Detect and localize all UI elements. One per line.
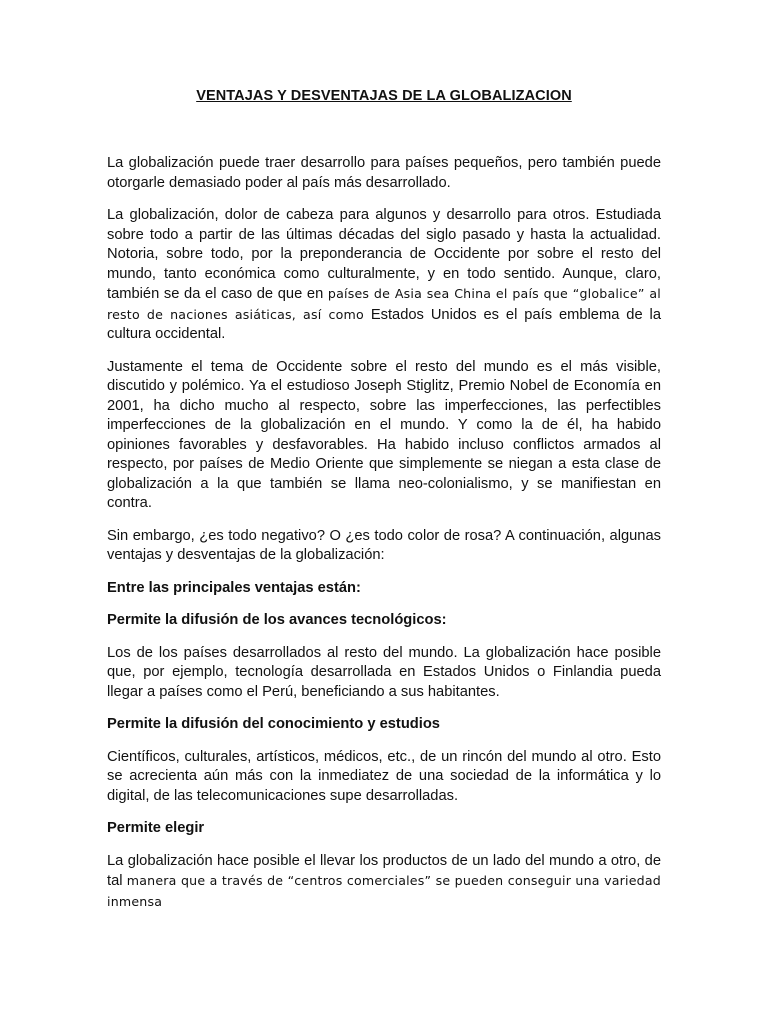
document-page	[107, 88, 661, 925]
context-paragraph-end: Estados Unidos es el país emblema de la cultura occidental.	[107, 306, 661, 342]
context-paragraph-asia-line: países de Asia sea China el país que “globalice” al resto de naciones asiáticas, así como	[107, 286, 661, 322]
section-heading-conocimiento: Permite la difusión del conocimiento y estudios	[107, 716, 440, 732]
occidente-paragraph: Justamente el tema de Occidente sobre el resto del mundo es el más visible, discutido y polémico. Ya el estudioso Joseph Stiglitz, Premio Nobel de Economía en 2001, ha dicho mucho al respecto, sobre las imperfecciones, las perfectibles imperfecciones de la globalización en el mundo. Y como la de él, ha habido opiniones favorables y desfavorables. Ha habido incluso conflictos armados al respecto, por países de Medio Oriente que simplemente se niegan a esta clase de globalización a la que también se llama neo-colonialismo, y se manifiestan en contra.	[107, 358, 661, 511]
intro-paragraph: La globalización puede traer desarrollo para países pequeños, pero también puede otorgarle demasiado poder al país más desarrollado.	[107, 155, 661, 191]
section-body-elegir-alt: manera que a través de “centros comerciales” se pueden conseguir una variedad inmensa	[107, 873, 661, 909]
section-body-tecnologia: Los de los países desarrollados al resto del mundo. La globalización hace posible que, por ejemplo, tecnología desarrollada en Estados Unidos o Finlandia pueda llegar a países como el Perú, beneficiando a sus habitantes.	[107, 644, 661, 700]
section-body-elegir	[107, 852, 661, 913]
question-paragraph: Sin embargo, ¿es todo negativo? O ¿es todo color de rosa? A continuación, algunas ventajas y desventajas de la globalización:	[107, 527, 661, 563]
document-title: VENTAJAS Y DESVENTAJAS DE LA GLOBALIZACION	[196, 88, 572, 104]
ventajas-heading: Entre las principales ventajas están:	[107, 579, 361, 596]
context-paragraph	[107, 206, 661, 345]
section-heading-elegir: Permite elegir	[107, 820, 205, 836]
section-heading-tecnologia: Permite la difusión de los avances tecnológicos:	[107, 612, 447, 628]
section-body-conocimiento: Científicos, culturales, artísticos, médicos, etc., de un rincón del mundo al otro. Esto se acrecienta aún más con la inmediatez de una sociedad de la informática y lo digital, de las telecomunicaciones supe desarrolladas.	[107, 748, 661, 804]
context-paragraph-text: La globalización, dolor de cabeza para algunos y desarrollo para otros. Estudiada sobre todo a partir de las últimas décadas del siglo pasado y hasta la actualidad. Notoria, sobre todo, por la preponderancia de Occidente por sobre el resto del mundo, tanto económica como culturalmente, y en todo sentido. Aunque, claro, también se da el caso de que en	[107, 207, 661, 302]
section-body-elegir-text: La globalización hace posible el llevar los productos de un lado del mundo a otro, de tal	[107, 852, 661, 889]
